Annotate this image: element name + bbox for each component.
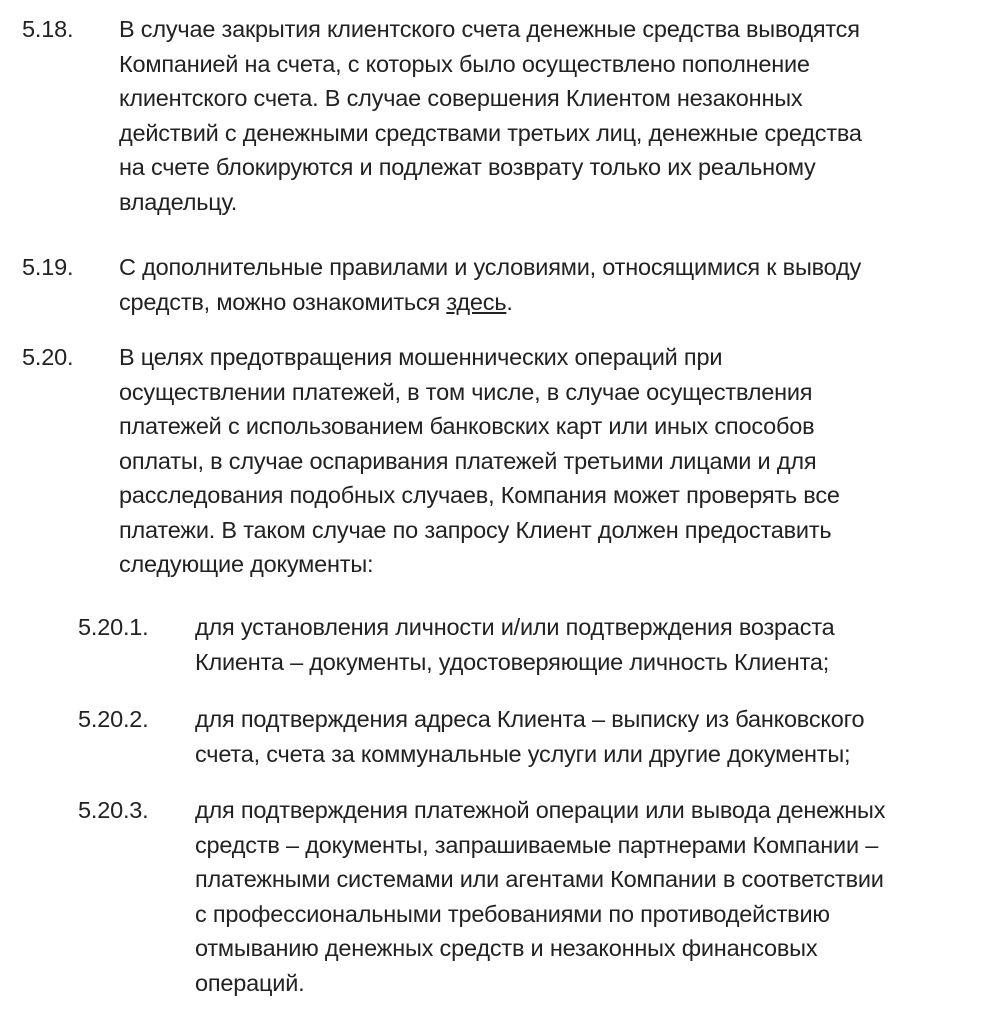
subclause-text	[195, 702, 864, 771]
clause-5-20	[22, 340, 840, 582]
text-line: счета, счета за коммунальные услуги или другие документы;	[195, 740, 851, 767]
text-line: действий с денежными средствами третьих лиц, денежные средства	[119, 119, 862, 146]
clause-5-19	[22, 250, 861, 319]
text-line: платежи. В таком случае по запросу Клиент должен предоставить	[119, 516, 832, 543]
text-fragment: средств, можно ознакомиться	[119, 288, 447, 315]
clause-5-18	[22, 12, 862, 219]
text-line: Компанией на счета, с которых было осуществлено пополнение	[119, 50, 810, 77]
clause-text	[119, 12, 862, 219]
subclause-number: 5.20.3.	[78, 797, 149, 823]
text-line: платежными системами или агентами Компании в соответствии	[195, 866, 884, 892]
text-line: для установления личности и/или подтверждения возраста	[195, 614, 835, 640]
text-line: В случае закрытия клиентского счета денежные средства выводятся	[119, 16, 860, 42]
subclause-text	[195, 610, 835, 679]
clause-number: 5.18.	[22, 16, 74, 42]
text-line: владельцу.	[119, 188, 238, 215]
text-line: платежей с использованием банковских карт или иных способов	[119, 413, 815, 439]
text-line: расследования подобных случаев, Компания может проверять все	[119, 482, 840, 508]
rules-link[interactable]: здесь	[446, 288, 507, 315]
subclause-5-20-2	[78, 702, 864, 771]
text-line: Клиента – документы, удостоверяющие личность Клиента;	[195, 648, 830, 675]
subclause-text	[195, 793, 885, 1000]
text-line: С дополнительные правилами и условиями, относящимися к выводу	[119, 254, 862, 280]
text-line: операций.	[195, 969, 305, 996]
text-line: отмыванию денежных средств и незаконных финансовых	[195, 935, 818, 961]
subclause-number: 5.20.1.	[78, 614, 149, 640]
text-line: оплаты, в случае оспаривания платежей третьими лицами и для	[119, 447, 817, 474]
text-line: для подтверждения адреса Клиента – выписку из банковского	[195, 706, 865, 732]
subclause-5-20-3	[78, 793, 885, 1000]
clause-number: 5.20.	[22, 344, 74, 370]
text-fragment: .	[506, 288, 513, 315]
text-line: на счете блокируются и подлежат возврату только их реальному	[119, 154, 816, 180]
text-line: с профессиональными требованиями по противодействию	[195, 900, 830, 927]
text-line-with-link	[119, 285, 861, 320]
clause-text	[119, 250, 861, 319]
text-line: следующие документы:	[119, 551, 374, 577]
subclause-5-20-1	[78, 610, 835, 679]
text-line: клиентского счета. В случае совершения Клиентом незаконных	[119, 85, 803, 111]
clause-text	[119, 340, 840, 582]
text-line: осуществлении платежей, в том числе, в случае осуществления	[119, 378, 813, 405]
text-line: средств – документы, запрашиваемые партнерами Компании –	[195, 831, 879, 858]
text-line: В целях предотвращения мошеннических операций при	[119, 344, 723, 370]
clause-number: 5.19.	[22, 254, 74, 280]
text-line: для подтверждения платежной операции или вывода денежных	[195, 797, 886, 823]
subclause-number: 5.20.2.	[78, 706, 149, 732]
